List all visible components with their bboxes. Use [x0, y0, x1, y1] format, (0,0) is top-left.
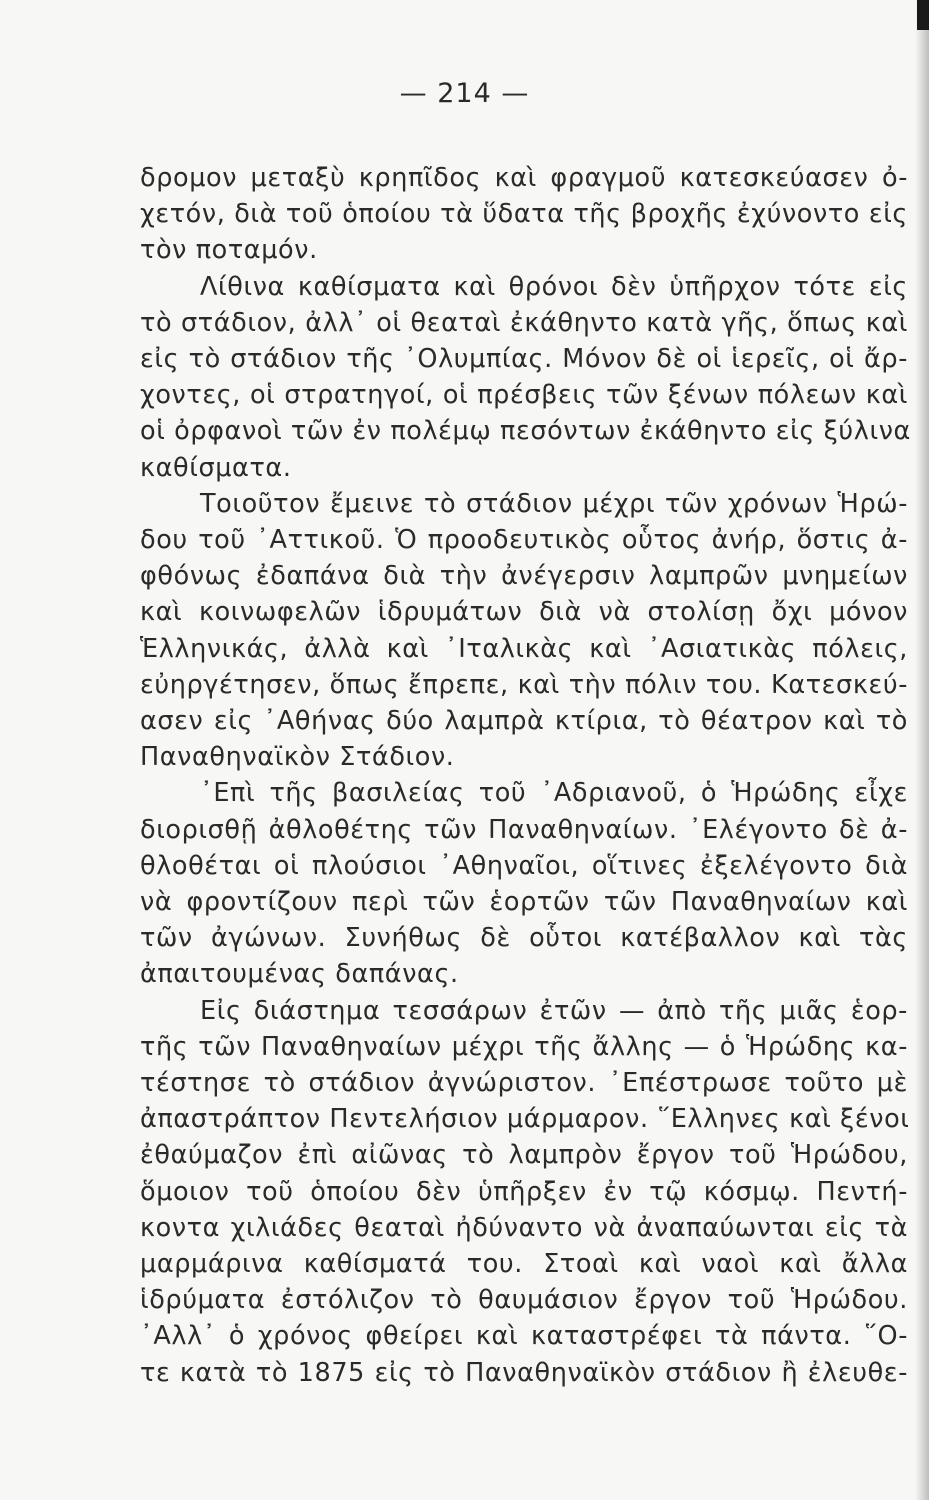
- text-line: θλοθέται οἱ πλούσιοι ᾿Αθηναῖοι, οἵτινες ἐξελέγοντο διὰ: [140, 850, 908, 881]
- text-line: εὐηργέτησεν, ὅπως ἔπρεπε, καὶ τὴν πόλιν του. Κατεσκεύ-: [140, 669, 908, 700]
- text-line: ᾿Επὶ τῆς βασιλείας τοῦ ᾿Αδριανοῦ, ὁ Ἡρώδης εἶχε: [200, 778, 908, 809]
- text-line: νὰ φροντίζουν περὶ τῶν ἑορτῶν τῶν Παναθηναίων καὶ: [140, 887, 908, 917]
- text-line: καθίσματα.: [140, 452, 292, 483]
- text-line: χοντες, οἱ στρατηγοί, οἱ πρέσβεις τῶν ξένων πόλεων καὶ: [140, 380, 908, 411]
- text-line: τῶν ἀγώνων. Συνήθως δὲ οὗτοι κατέβαλλον καὶ τὰς: [140, 923, 908, 954]
- text-line: τὸν ποταμόν.: [140, 235, 318, 266]
- page-number: — 214 —: [399, 78, 530, 109]
- text-line: καὶ κοινωφελῶν ἱδρυμάτων διὰ νὰ στολίσῃ ὄχι μόνον: [140, 597, 908, 628]
- text-line: οἱ ὀρφανοὶ τῶν ἐν πολέμῳ πεσόντων ἐκάθηντο εἰς ξύλινα: [140, 416, 911, 447]
- text-line: κοντα χιλιάδες θεαταὶ ἠδύναντο νὰ ἀναπαύωνται εἰς τὰ: [140, 1212, 908, 1243]
- text-line: Λίθινα καθίσματα καὶ θρόνοι δὲν ὑπῆρχον τότε εἰς: [200, 271, 908, 302]
- text-line: τῆς τῶν Παναθηναίων μέχρι τῆς ἄλλης — ὁ Ἡρώδης κα-: [140, 1031, 908, 1062]
- text-line: φθόνως ἐδαπάνα διὰ τὴν ἀνέγερσιν λαμπρῶν μνημείων: [140, 561, 908, 592]
- text-line: τέστησε τὸ στάδιον ἀγνώριστον. ᾿Επέστρωσε τοῦτο μὲ: [140, 1068, 908, 1098]
- text-line: χετόν, διὰ τοῦ ὁποίου τὰ ὕδατα τῆς βροχῆς ἐχύνοντο εἰς: [140, 199, 908, 230]
- text-line: ἐθαύμαζον ἐπὶ αἰῶνας τὸ λαμπρὸν ἔργον τοῦ Ἡρώδου,: [140, 1140, 908, 1171]
- text-line: δου τοῦ ᾿Αττικοῦ. Ὁ προοδευτικὸς οὗτος ἀνήρ, ὅστις ἀ-: [140, 525, 908, 555]
- text-line: ἀπαστράπτον Πεντελήσιον μάρμαρον. ῞Ελληνες καὶ ξένοι: [140, 1104, 910, 1135]
- text-line: Τοιοῦτον ἔμεινε τὸ στάδιον μέχρι τῶν χρόνων Ἡρώ-: [200, 488, 908, 519]
- text-line: Εἰς διάστημα τεσσάρων ἐτῶν — ἀπὸ τῆς μιᾶς ἑορ-: [200, 995, 908, 1026]
- text-line: Ἑλληνικάς, ἀλλὰ καὶ ᾿Ιταλικὰς καὶ ᾿Ασιατικὰς πόλεις,: [140, 633, 908, 664]
- text-line: μαρμάρινα καθίσματά του. Στοαὶ καὶ ναοὶ καὶ ἄλλα: [140, 1249, 908, 1279]
- text-line: τε κατὰ τὸ 1875 εἰς τὸ Παναθηναϊκὸν στάδιον ἢ ἐλευθε-: [140, 1357, 908, 1388]
- text-line: ὅμοιον τοῦ ὁποίου δὲν ὑπῆρξεν ἐν τῷ κόσμῳ. Πεντή-: [140, 1176, 908, 1207]
- text-line: Παναθηναϊκὸν Στάδιον.: [140, 742, 455, 773]
- text-line: ἀπαιτουμένας δαπάνας.: [140, 959, 459, 990]
- text-line: δρομον μεταξὺ κρηπῖδος καὶ φραγμοῦ κατεσκεύασεν ὀ-: [140, 163, 908, 193]
- text-line: τὸ στάδιον, ἀλλ᾽ οἱ θεαταὶ ἐκάθηντο κατὰ γῆς, ὅπως καὶ: [140, 307, 908, 338]
- text-line: ᾿Αλλ᾽ ὁ χρόνος φθείρει καὶ καταστρέφει τὰ πάντα. ῞Ο-: [140, 1321, 908, 1352]
- text-line: ἱδρύματα ἐστόλιζον τὸ θαυμάσιον ἔργον τοῦ Ἡρώδου.: [140, 1285, 908, 1316]
- text-line: ασεν εἰς ᾿Αθήνας δύο λαμπρὰ κτίρια, τὸ θέατρον καὶ τὸ: [140, 706, 908, 736]
- text-line: εἰς τὸ στάδιον τῆς ᾿Ολυμπίας. Μόνον δὲ οἱ ἱερεῖς, οἱ ἄρ-: [140, 344, 908, 374]
- text-line: διορισθῇ ἀθλοθέτης τῶν Παναθηναίων. ᾿Ελέγοντο δὲ ἀ-: [140, 814, 908, 845]
